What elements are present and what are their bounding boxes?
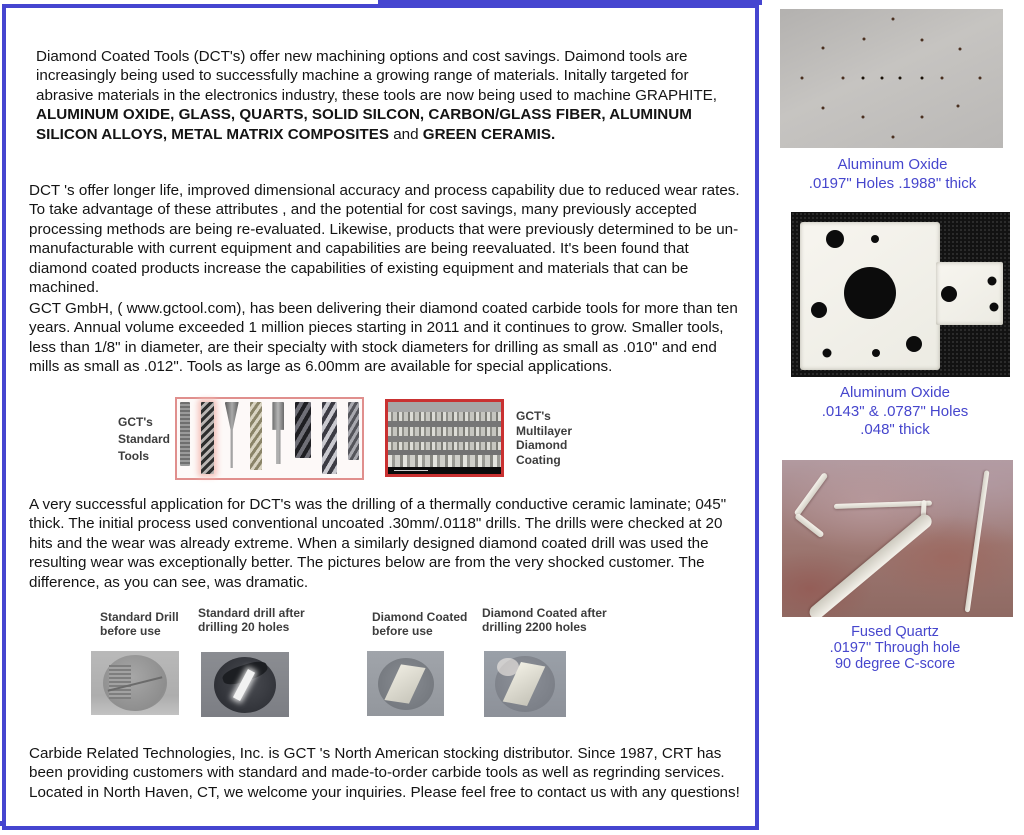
drill-bit — [225, 402, 239, 468]
drilled-hole — [989, 302, 998, 311]
plate-hole — [921, 38, 924, 41]
label-line: drilling 20 holes — [198, 619, 290, 634]
plate-hole — [861, 76, 864, 79]
multilayer-label-line: GCT's — [516, 409, 551, 423]
drilled-hole — [826, 230, 844, 248]
intro-paragraph — [36, 47, 743, 144]
drill-bit — [272, 402, 284, 464]
quartz-rod — [834, 501, 932, 509]
drill-bit — [180, 402, 190, 466]
plate-hole — [892, 18, 895, 21]
drill-tip — [214, 657, 276, 713]
plate-hole — [822, 47, 825, 50]
multilayer-label-line: Multilayer — [516, 423, 573, 438]
label-line: before use — [100, 623, 161, 638]
sem-layer — [388, 455, 501, 467]
drilled-hole — [988, 277, 997, 286]
drilled-hole — [872, 349, 880, 357]
drilled-hole — [811, 302, 827, 318]
standard-tools-label-line: Tools — [118, 449, 150, 463]
label-line: Standard Drill — [100, 610, 179, 624]
application-paragraph: A very successful application for DCT's was the drilling of a thermally conductive ceramic laminate; 045" thick. The initial process used conventional uncoated .30mm/.0118" drills. The drills were checked at 20 hits and the wear was already extreme. When a similarly designed diamond coated drill was used the resulting wear was exceptionally better. The pictures below are from the very shocked customer. The difference, as you can see, was dramatic. — [29, 496, 727, 591]
label-line: before use — [372, 623, 433, 638]
aluminum-oxide-plate-caption — [775, 156, 1010, 193]
quartz-rod — [965, 470, 990, 612]
aluminum-oxide-part-photo — [791, 212, 1010, 377]
drill-bit — [201, 402, 214, 474]
label-line: drilling 2200 holes — [482, 619, 587, 634]
multilayer-label-line: Coating — [516, 452, 561, 467]
fused-quartz-caption — [770, 624, 1020, 672]
drilled-hole — [941, 286, 957, 302]
caption-line: .0197" Through hole — [829, 640, 961, 656]
drill-tip — [378, 658, 434, 710]
diamond-drill-before-photo — [367, 651, 444, 716]
standard-tools-label-line: GCT's — [118, 415, 153, 429]
multilayer-label-line: Diamond — [516, 438, 568, 452]
drill-bit — [322, 402, 337, 474]
drilled-hole — [906, 336, 922, 352]
multilayer-coating-label — [516, 409, 572, 467]
standard-tools-label — [118, 414, 170, 465]
sem-layer — [388, 402, 501, 412]
plate-hole — [921, 116, 924, 119]
fused-quartz-photo — [782, 460, 1013, 617]
plate-hole — [880, 76, 883, 79]
label-line: Standard drill after — [198, 606, 305, 620]
plate-hole — [842, 76, 845, 79]
drill-photo-label-4 — [482, 607, 607, 634]
plate-hole — [979, 76, 982, 79]
sem-layer — [388, 412, 501, 421]
standard-tools-label-line: Standard — [118, 432, 171, 446]
drilled-hole — [844, 267, 896, 319]
plate-hole — [863, 38, 866, 41]
quartz-rod — [794, 513, 824, 539]
quartz-rod — [794, 472, 829, 517]
drill-tip — [103, 655, 167, 711]
diamond-drill-after-photo — [484, 651, 566, 717]
intro-text: Diamond Coated Tools (DCT's) offer new machining options and cost savings. Daimond tools are increasingly being used to successfully machine a growing range of materials. Initally targeted for abrasive materials in the electronics industry, these tools are now being used to machine GRAPHITE, — [36, 48, 717, 104]
caption-line: Fused Quartz — [851, 624, 939, 640]
caption-line: .0143" & .0787" Holes — [821, 402, 969, 420]
distributor-paragraph: Carbide Related Technologies, Inc. is GCT 's North American stocking distributor. Since 1987, CRT has been providing customers with standard and made-to-order carbide tools as well as regrinding services. Located in North Haven, CT, we welcome your inquiries. Please feel free to contact us with any questions! — [29, 745, 740, 801]
drill-bit — [250, 402, 262, 470]
drilled-hole — [823, 349, 832, 358]
plate-hole — [892, 136, 895, 139]
label-line: Diamond Coated after — [482, 606, 607, 620]
drill-tip — [495, 656, 555, 712]
plate-hole — [801, 76, 804, 79]
sem-scale-bar — [388, 467, 501, 474]
drill-bit — [295, 402, 311, 458]
caption-line: Aluminum Oxide — [839, 384, 951, 401]
plate-hole — [940, 76, 943, 79]
intro-and: and — [388, 125, 423, 143]
standard-drill-before-photo — [91, 651, 179, 715]
green-ceramics-bold: GREEN CERAMIS. — [422, 125, 556, 143]
plate-hole — [921, 76, 924, 79]
plate-hole — [861, 116, 864, 119]
quartz-rod-thick — [807, 512, 935, 617]
aluminum-oxide-part-caption — [770, 384, 1020, 440]
sem-layer — [388, 442, 501, 451]
plate-hole — [822, 106, 825, 109]
plate-hole — [958, 48, 961, 51]
caption-line: 90 degree C-score — [834, 656, 956, 672]
drill-photo-label-1 — [100, 611, 179, 638]
drilled-hole — [871, 235, 879, 243]
standard-tools-photo — [175, 397, 364, 480]
gct-history-paragraph: GCT GmbH, ( www.gctool.com), has been delivering their diamond coated carbide tools for more than ten years. Annual volume exceeded 1 million pieces starting in 2011 and it continues to grow. Smaller tools, less than 1/8" in diameter, are their specialty with stock diameters for drilling as small as .010" and end mills as small as .012". Tools as large as 6.00mm are available for special applications. — [29, 300, 738, 376]
plate-hole — [898, 76, 901, 79]
aluminum-oxide-plate-photo — [780, 9, 1003, 148]
standard-drill-after-photo — [201, 652, 289, 717]
caption-line: .048" thick — [860, 421, 930, 438]
label-line: Diamond Coated — [372, 610, 468, 624]
sem-layer — [388, 427, 501, 436]
diamond-coating-sem-photo — [385, 399, 504, 477]
plate-hole — [956, 105, 959, 108]
caption-line: Aluminum Oxide — [837, 156, 948, 173]
drill-photo-label-2 — [198, 607, 305, 634]
benefits-paragraph: DCT 's offer longer life, improved dimensional accuracy and process capability due to reduced wear rates. To take advantage of these attributes , and the potential for cost savings, many previously accepted processing methods are being re-evaluated. Likewise, products that were previously determined to be un-manufacturable with current equipment and capabilities are being reevaluated. It's been found that diamond coated products increase the capabilities of existing equipment and materials that can be machined. — [29, 182, 740, 297]
drill-bit — [348, 402, 359, 460]
caption-line: .0197" Holes .1988" thick — [808, 174, 977, 192]
materials-bold-list: ALUMINUM OXIDE, GLASS, QUARTS, SOLID SILCON, CARBON/GLASS FIBER, ALUMINUM SILICON ALLOYS, METAL MATRIX COMPOSITES — [36, 106, 692, 143]
drill-photo-label-3 — [372, 611, 467, 638]
